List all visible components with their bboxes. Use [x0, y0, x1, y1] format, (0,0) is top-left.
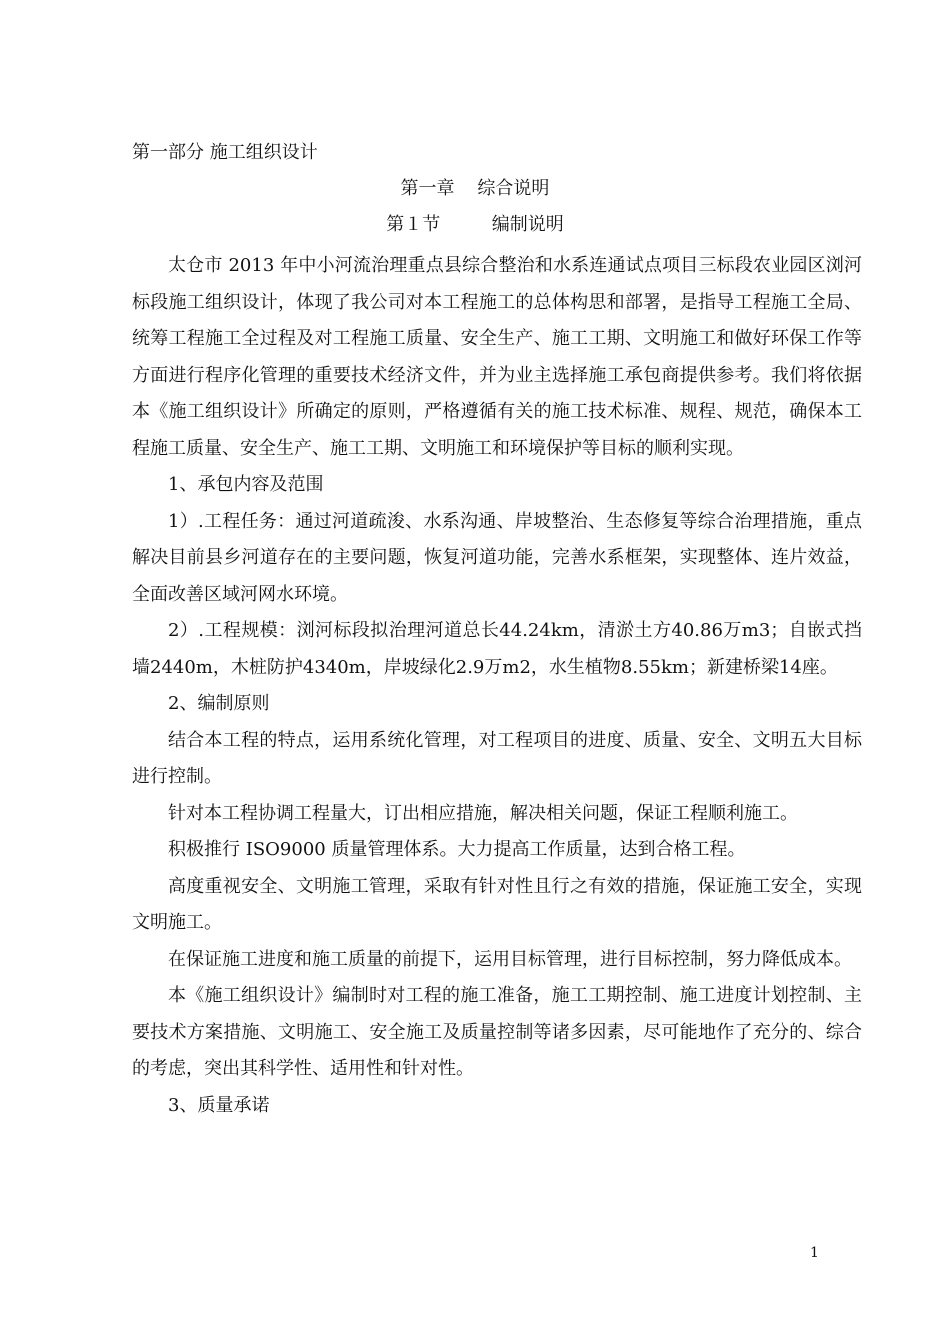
paragraph-principle-3: 积极推行 ISO9000 质量管理体系。大力提高工作质量，达到合格工程。 — [168, 839, 746, 860]
chapter-title: 第一章 综合说明 — [400, 178, 550, 199]
paragraph-principle-1: 结合本工程的特点，运用系统化管理，对工程项目的进度、质量、安全、文明五大目标进行控制。 — [132, 729, 862, 787]
paragraph-scale: 2）.工程规模：浏河标段拟治理河道总长44.24km，清淤土方40.86万m3；自嵌式挡墙2440m，木桩防护4340m，岸坡绿化2.9万m2，水生植物8.55km；新建桥梁14座。 — [132, 620, 862, 678]
paragraph-principle-2: 针对本工程协调工程量大，订出相应措施，解决相关问题，保证工程顺利施工。 — [168, 802, 798, 824]
paragraph-task: 1）.工程任务：通过河道疏浚、水系沟通、岸坡整治、生态修复等综合治理措施，重点解决目前县乡河道存在的主要问题，恢复河道功能，完善水系框架，实现整体、连片效益，全面改善区域河网水环境。 — [132, 510, 862, 605]
paragraph-principle-5: 在保证施工进度和施工质量的前提下，运用目标管理，进行目标控制，努力降低成本。 — [168, 948, 852, 970]
section-title: 第１节 编制说明 — [386, 214, 564, 235]
heading-principles: 2、编制原则 — [168, 693, 270, 714]
paragraph-intro: 太仓市 2013 年中小河流治理重点县综合整治和水系连通试点项目三标段农业园区浏河标段施工组织设计，体现了我公司对本工程施工的总体构思和部署，是指导工程施工全局、统筹工程施工全过程及对工程施工质量、安全生产、施工工期、文明施工和做好环保工作等方面进行程序化管理的重要技术经济文件，并为业主选择施工承包商提供参考。我们将依据本《施工组织设计》所确定的原则，严格遵循有关的施工技术标准、规程、规范，确保本工程施工质量、安全生产、施工工期、文明施工和环境保护等目标的顺利实现。 — [132, 255, 862, 459]
paragraph-principle-4: 高度重视安全、文明施工管理，采取有针对性且行之有效的措施，保证施工安全，实现文明施工。 — [132, 875, 862, 933]
heading-scope: 1、承包内容及范围 — [168, 474, 324, 495]
body-text — [132, 248, 862, 1124]
page-number: 1 — [810, 1245, 819, 1261]
paragraph-principle-6: 本《施工组织设计》编制时对工程的施工准备，施工工期控制、施工进度计划控制、主要技术方案措施、文明施工、安全施工及质量控制等诸多因素，尽可能地作了充分的、综合的考虑，突出其科学性、适用性和针对性。 — [132, 985, 862, 1079]
heading-quality: 3、质量承诺 — [168, 1094, 270, 1116]
part-title: 第一部分 施工组织设计 — [132, 142, 318, 163]
